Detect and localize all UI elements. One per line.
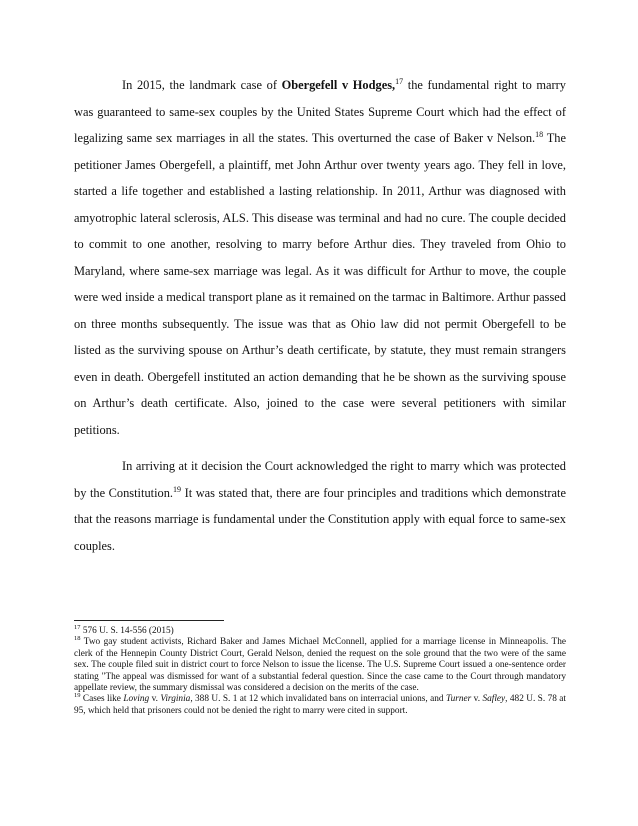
footnote-text: Two gay student activists, Richard Baker and James Michael McConnell, applied for a marriage license in Minneapolis. The clerk of the Hennepin County District Court, Gerald Nelson, denied the request on the sole ground that the two were of the same sex. The couple filed suit in district court to force Nelson to issue the license. The U.S. Supreme Court issued a one-sentence order stating "The appeal was dismissed for want of a substantial federal question. Since the case came to the Court through mandatory appellate review, the summary dismissal was considered a decision on the merits of the case.: [74, 637, 566, 694]
case-name-turner: Turner: [445, 694, 472, 705]
paragraph-2: [74, 453, 566, 559]
body-text: [74, 72, 566, 569]
case-name-safley: Safley: [482, 694, 506, 705]
paragraph-1: [74, 72, 566, 443]
p1-comma: ,: [392, 78, 396, 92]
footnote-text: Cases like: [80, 694, 124, 705]
case-name-virginia: Virginia: [160, 694, 191, 705]
footnote-ref-18[interactable]: 18: [535, 129, 544, 139]
footnote-text: , 482 U. S. 78 at 95, which held that prisoners could not be denied the right to marry were cited in support.: [74, 694, 566, 716]
p2-text-a: In arriving at it decision the Court acknowledged the right to marry which was protected by the Constitution.: [74, 459, 566, 500]
footnote-17: [74, 623, 566, 637]
footnote-separator: [74, 620, 224, 621]
case-name-loving: Loving: [123, 694, 150, 705]
footnote-number: 18: [74, 635, 81, 643]
footnote-18: [74, 637, 566, 694]
footnotes: [74, 623, 566, 717]
footnote-text: 576 U. S. 14-556 (2015): [80, 626, 174, 636]
footnote-number: 19: [74, 692, 81, 700]
footnote-text: v.: [149, 694, 161, 705]
footnote-ref-19[interactable]: 19: [173, 484, 182, 494]
footnote-number: 17: [74, 623, 81, 631]
footnote-19: [74, 694, 566, 717]
footnote-text: v.: [471, 694, 483, 705]
case-name-obergefell: Obergefell v Hodges: [281, 78, 393, 92]
p2-text-b: It was stated that, there are four principles and traditions which demonstrate that the reasons marriage is fundamental under the Constitution apply with equal force to same-sex couples.: [74, 485, 566, 553]
p1-text-d: The petitioner James Obergefell, a plaintiff, met John Arthur over twenty years ago. They fell in love, started a life together and established a lasting relationship. In 2011, Arthur was diagnosed with amyotrophic lateral sclerosis, ALS. This disease was terminal and had no cure. The couple decided to commit to one another, resolving to marry before Arthur dies. They traveled from Ohio to Maryland, where same-sex marriage was legal. As it was difficult for Arthur to move, the couple were wed inside a medical transport plane as it remained on the tarmac in Baltimore. Arthur passed on three months subsequently. The issue was that as Ohio law did not permit Obergefell to be listed as the surviving spouse on Arthur’s death certificate, by statute, they must remain strangers even in death. Obergefell instituted an action demanding that he be shown as the surviving spouse on Arthur’s death certificate. Also, joined to the case were several petitioners with similar petitions.: [74, 131, 566, 437]
p1-text-a: In 2015, the landmark case of: [122, 78, 282, 92]
footnote-text: , 388 U. S. 1 at 12 which invalidated bans on interracial unions, and: [190, 694, 446, 705]
footnote-ref-17[interactable]: 17: [395, 76, 404, 86]
p1-text-c: the fundamental right to marry was guaranteed to same-sex couples by the United States Supreme Court which had the effect of legalizing same sex marriages in all the states. This overturned the case of Baker v Nelson.: [74, 78, 566, 145]
